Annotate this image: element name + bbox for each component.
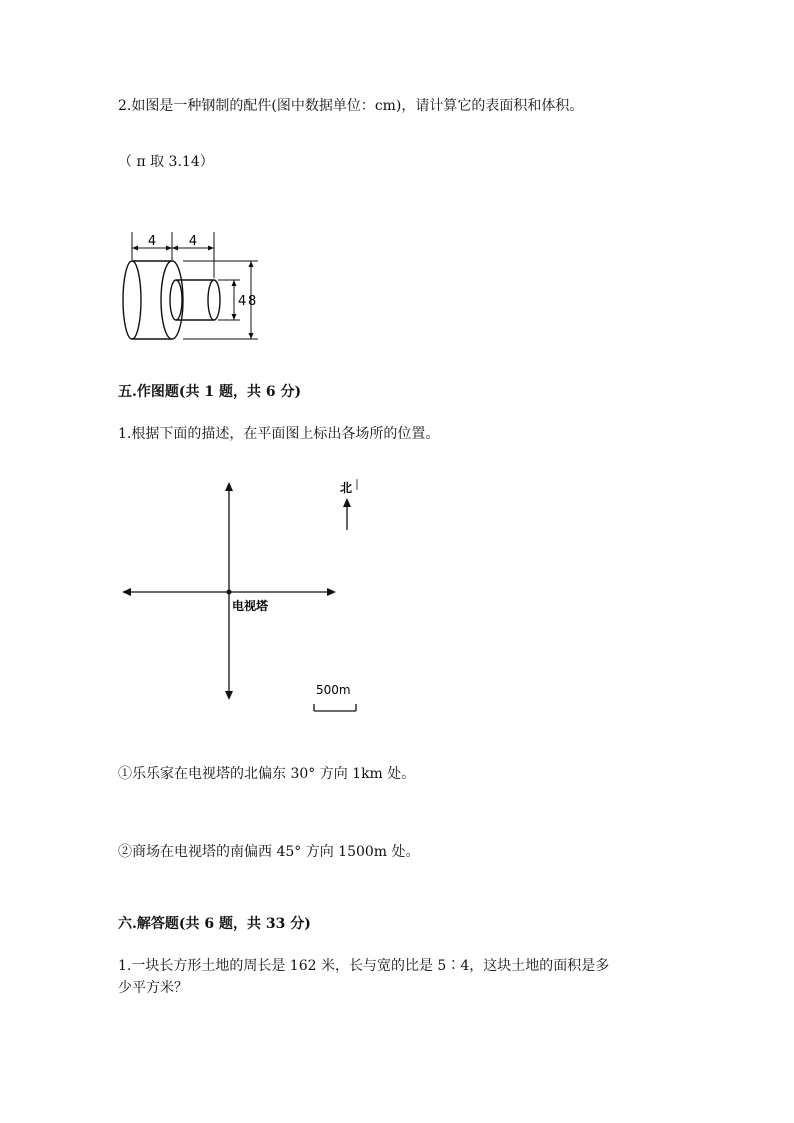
north-axis-arrow — [225, 482, 233, 491]
map-item-1: ①乐乐家在电视塔的北偏东 30° 方向 1km 处。 — [118, 766, 416, 782]
west-axis-arrow — [122, 588, 131, 596]
north-arrow-icon — [343, 498, 351, 507]
east-axis-arrow — [327, 588, 336, 596]
map-figure — [118, 474, 368, 714]
section-6-question-1-line-2: 少平方米？ — [118, 980, 188, 996]
steel-part-figure — [118, 226, 268, 342]
section-6-title: 六.解答题(共 6 题，共 33 分) — [118, 916, 311, 932]
south-axis-arrow — [225, 691, 233, 700]
section-5-title: 五.作图题(共 1 题，共 6 分) — [118, 384, 302, 400]
tv-tower-label: 电视塔 — [232, 599, 269, 613]
north-label: 北 — [340, 481, 353, 495]
dim-inner-label: 4 — [238, 294, 247, 309]
map-item-2: ②商场在电视塔的南偏西 45° 方向 1500m 处。 — [118, 844, 420, 860]
tv-tower-point — [227, 590, 232, 595]
dim-outer-label: 8 — [248, 294, 257, 309]
scale-label: 500m — [316, 683, 351, 697]
pi-note: （ π 取 3.14） — [118, 154, 214, 170]
section-6-question-1-line-1: 1.一块长方形土地的周长是 162 米，长与宽的比是 5∶4，这块土地的面积是多 — [118, 958, 610, 974]
section-5-question-1: 1.根据下面的描述，在平面图上标出各场所的位置。 — [118, 426, 440, 442]
dim-left-label: 4 — [147, 234, 157, 249]
dim-right-label: 4 — [188, 234, 198, 249]
question-2-text: 2.如图是一种钢制的配件(图中数据单位：cm)，请计算它的表面积和体积。 — [118, 98, 584, 114]
